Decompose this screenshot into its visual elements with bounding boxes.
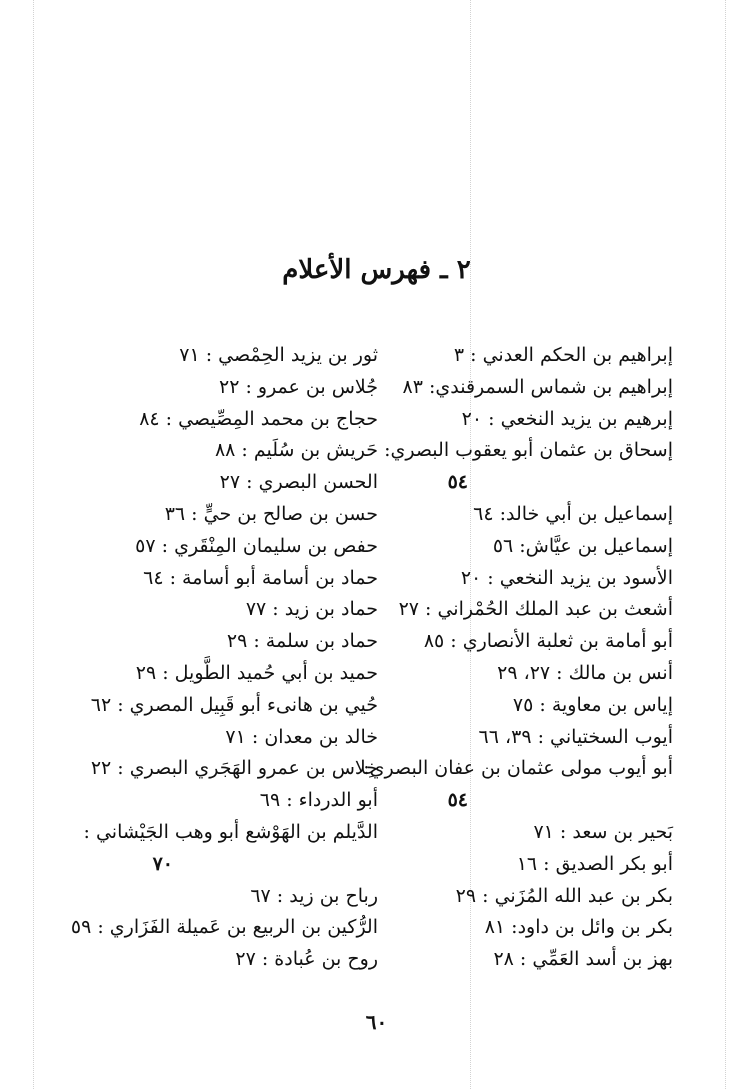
index-entry: أبو أيوب مولى عثمان بن عفان البصري: [363,757,673,780]
page-title: ٢ ـ فهرس الأعلام [282,255,471,285]
margin-guide-right [725,0,726,1089]
index-entry: الحسن البصري : ٢٧ [219,471,378,494]
index-entry: حسن بن صالح بن حيٍّ : ٣٦ [164,502,378,525]
index-entry: أبو أمامة بن ثعلبة الأنصاري : ٨٥ [423,630,673,653]
page-number: ٦٠ [365,1010,388,1034]
index-entry: إياس بن معاوية : ٧٥ [512,693,673,716]
index-entry: حَريش بن سُلَيم : ٨٨ [214,439,378,462]
index-entry: إسحاق بن عثمان أبو يعقوب البصري: [384,439,673,462]
index-entry: الرُّكين بن الربيع بن عَميلة الفَزَاري : ٥٩ [70,916,378,939]
index-entry: روح بن عُبادة : ٢٧ [235,948,378,971]
index-entry: بَحير بن سعد : ٧١ [533,820,673,843]
index-column-right [333,340,673,976]
index-entry: رباح بن زيد : ٦٧ [250,884,378,907]
index-entry: بهز بن أسد العَمِّي : ٢٨ [493,948,673,971]
index-entry: خِلاس بن عمرو الهَجَري البصري : ٢٢ [90,757,378,780]
index-entry: إبراهيم بن شماس السمرقندي: ٨٣ [402,375,673,398]
index-entry: إسماعيل بن أبي خالد: ٦٤ [473,502,673,525]
index-entry: بكر بن عبد الله المُزَني : ٢٩ [455,884,673,907]
index-entry: إبرهيم بن يزيد النخعي : ٢٠ [461,407,673,430]
index-entry: ثور بن يزيد الحِمْصي : ٧١ [179,344,378,366]
index-entry: ٥٤ [447,471,468,494]
index-entry: حماد بن أسامة أبو أسامة : ٦٤ [143,566,378,589]
margin-guide-left [33,0,34,1089]
index-entry: ٧٠ [152,852,173,875]
index-entry: خالد بن معدان : ٧١ [225,725,378,748]
index-entry: حماد بن سلمة : ٢٩ [226,630,378,653]
index-entry: حجاج بن محمد المِصِّيصي : ٨٤ [139,407,378,430]
index-entry: ٥٤ [447,789,468,812]
index-entry: إبراهيم بن الحكم العدني : ٣ [453,344,673,366]
index-entry: أشعث بن عبد الملك الحُمْراني : ٢٧ [398,598,673,621]
index-entry: أبو الدرداء : ٦٩ [259,789,378,812]
index-entry: حماد بن زيد : ٧٧ [245,598,378,621]
index-entry: أنس بن مالك : ٢٧، ٢٩ [497,661,673,684]
index-entry: بكر بن وائل بن داود: ٨١ [484,916,673,939]
index-column-left [70,340,378,976]
index-entry: الأسود بن يزيد النخعي : ٢٠ [460,566,673,589]
index-entry: إسماعيل بن عيَّاش: ٥٦ [492,534,673,557]
index-entry: الدَّيلم بن الهَوْشع أبو وهب الجَيْشاني : [83,820,378,843]
index-entry: حميد بن أبي حُميد الطَّويل : ٢٩ [135,661,378,684]
index-entry: حفص بن سليمان المِنْقَري : ٥٧ [135,534,378,557]
index-entry: أيوب السختياني : ٣٩، ٦٦ [478,725,673,748]
index-entry: جُلاس بن عمرو : ٢٢ [219,375,378,398]
index-entry: أبو بكر الصديق : ١٦ [516,852,673,875]
index-entry: حُيي بن هانىء أبو قَبِيل المصري : ٦٢ [90,693,378,716]
